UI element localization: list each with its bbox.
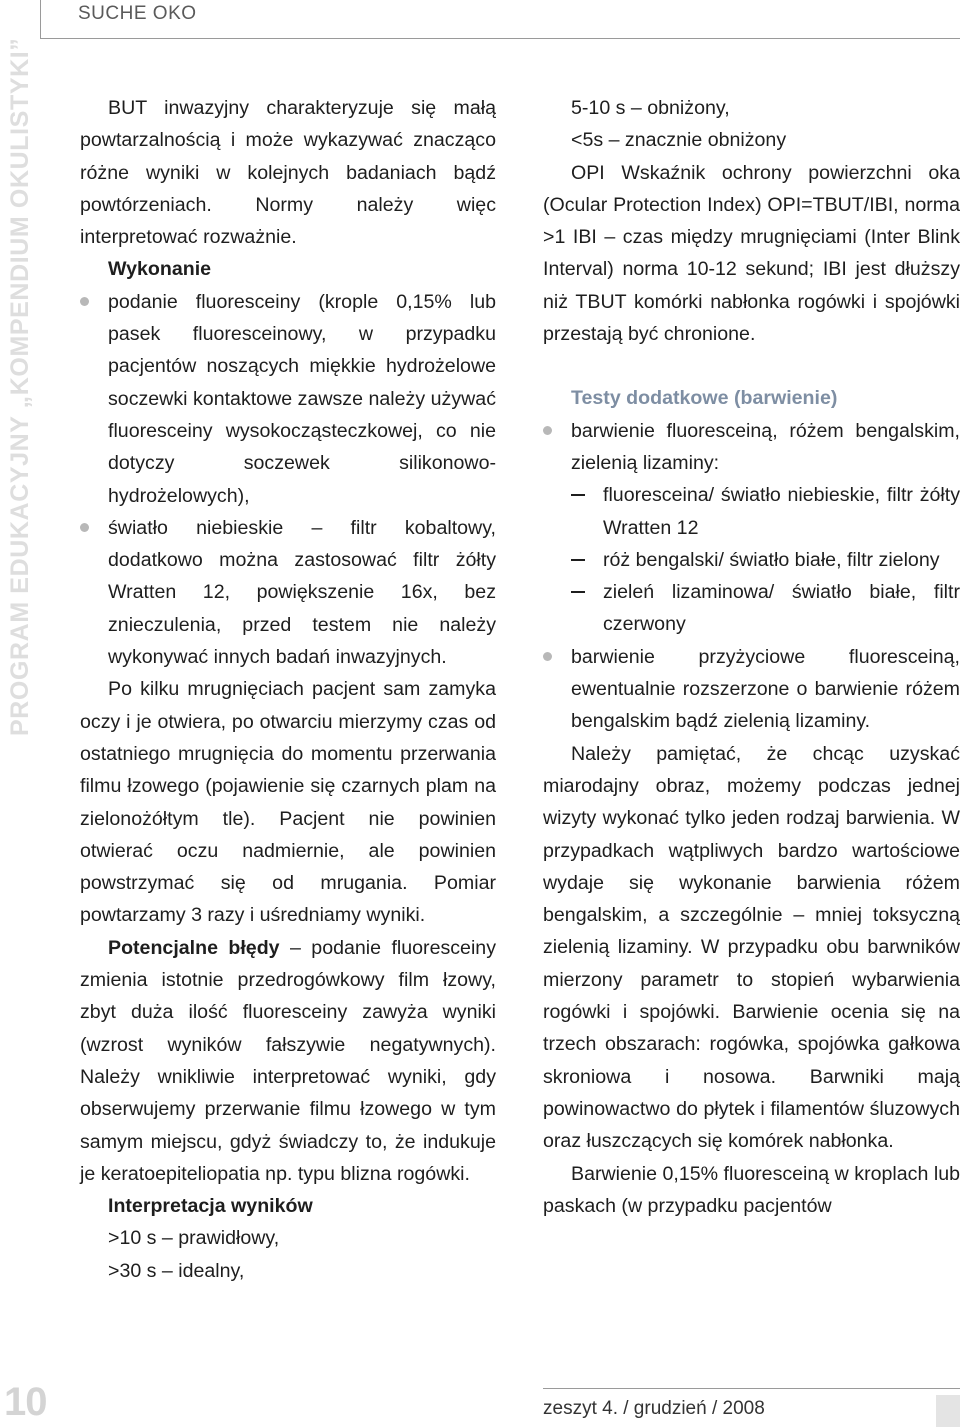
bullet-icon (543, 426, 552, 435)
bullet-icon (543, 652, 552, 661)
list-item-text: barwienie przyżyciowe fluoresceiną, ewentualnie rozszerzone o barwienie różem bengalskim bądź zielenią lizaminy. (571, 645, 960, 733)
footer-divider (543, 1388, 960, 1389)
list-item (80, 512, 496, 673)
header-divider (40, 38, 960, 39)
list-item (543, 641, 960, 738)
section-title: SUCHE OKO (78, 3, 197, 24)
paragraph: Należy pamiętać, że chcąc uzyskać miarodajny obraz, możemy podczas jednej wizyty wykonać tylko jeden rodzaj barwienia. W przypadkach wątpliwych bardzo wartościowe wydaje się wykonanie barwienia różem bengalskim, a szczególnie – mniej toksyczną zielenią lizaminy. W przypadku obu barwników mierzony parametr to stopień wybarwienia rogówki i spojówki. Barwienie ocenia się na trzech obszarach: rogówka, spojówka gałkowa skroniowa i nosowa. Barwniki mają powinowactwo do płytek i filamentów śluzowych oraz łuszczących się komórek nabłonka. (543, 742, 960, 1153)
sub-list-item-text: róż bengalski/ światło białe, filtr zielony (603, 548, 940, 571)
list-item (80, 286, 496, 512)
left-column (80, 92, 496, 1287)
interpretation-line: <5s – znacznie obniżony (571, 129, 787, 152)
heading-wykonanie: Wykonanie (108, 258, 212, 281)
bullet-icon (80, 297, 89, 306)
heading-interpretacja: Interpretacja wyników (108, 1195, 313, 1218)
list-item-text: barwienie fluoresceiną, różem bengalskim, zielenią lizaminy: (571, 419, 960, 474)
footer-issue: zeszyt 4. / grudzień / 2008 (543, 1398, 765, 1419)
bullet-icon (80, 523, 89, 532)
heading-potencjalne-bledy: Potencjalne błędy (108, 936, 280, 959)
interpretation-line: >30 s – idealny, (108, 1259, 245, 1282)
sub-list-item (543, 544, 960, 576)
intro-paragraph: BUT inwazyjny charakteryzuje się małą powtarzalnością i może wykazywać znacząco różne wyniki w kolejnych badaniach bądź powtórzeniach. Normy należy więc interpretować rozważnie. (80, 97, 496, 249)
page-number: 10 (4, 1380, 47, 1424)
sub-list-item-text: zieleń lizaminowa/ światło białe, filtr czerwony (603, 581, 960, 636)
sub-list-item (543, 479, 960, 544)
paragraph: Barwienie 0,15% fluoresceiną w kroplach lub paskach (w przypadku pacjentów (543, 1162, 960, 1217)
footer-decoration (936, 1395, 960, 1427)
paragraph-bledy (80, 932, 496, 1190)
list-item-text: światło niebieskie – filtr kobaltowy, dodatkowo można zastosować filtr żółty Wratten 12, powiększenie 16x, bez znieczulenia, przed testem nie należy wykonywać innych badań inwazyjnych. (108, 516, 496, 669)
sidebar-program-label: PROGRAM EDUKACYJNY „KOMPENDIUM OKULISTYKI” (6, 37, 34, 736)
header-divider-vertical (40, 0, 41, 38)
opi-paragraph: OPI Wskaźnik ochrony powierzchni oka (Ocular Protection Index) OPI=TBUT/IBI, norma >1 IBI – czas między mrugnięciami (Inter Blink Interval) norma 10-12 sekund; IBI jest dłuższy niż TBUT komórki nabłonka rogówki i spojówki przestają być chronione. (543, 161, 960, 346)
sub-list-item (543, 576, 960, 641)
paragraph: Po kilku mrugnięciach pacjent sam zamyka oczy i je otwiera, po otwarciu mierzymy czas od ostatniego mrugnięcia do momentu przerwania filmu łzowego (pojawienie się czarnych plam na zielonożółtym tle). Pacjent nie powinien otwierać oczu nadmiernie, ale powinien powstrzymać się od mrugania. Pomiar powtarzamy 3 razy i uśredniamy wyniki. (80, 678, 496, 927)
interpretation-line: 5-10 s – obniżony, (571, 97, 730, 119)
list-item-text: podanie fluoresceiny (krople 0,15% lub pasek fluoresceinowy, w przypadku pacjentów noszących miękkie hydrożelowe soczewki kontaktowe zawsze należy używać fluoresceiny wysokocząsteczkowej, co nie dotyczy soczewek silikonowo-hydrożelowych), (108, 290, 496, 507)
dash-icon (571, 591, 585, 593)
list-item (543, 415, 960, 480)
bledy-text: – podanie fluoresceiny zmienia istotnie przedrogówkowy film łzowy, zbyt duża ilość fluoresceiny zawyża wyniki (wzrost wyników fałszywie negatywnych). Należy wnikliwie interpretować wyniki, gdy obserwujemy przerwanie filmu łzowego w tym samym miejscu, gdyż świadczy to, że indukuje je keratoepiteliopatia np. typu blizna rogówki. (80, 936, 496, 1185)
interpretation-line: >10 s – prawidłowy, (108, 1227, 280, 1250)
dash-icon (571, 494, 585, 496)
sub-list-item-text: fluoresceina/ światło niebieskie, filtr żółty Wratten 12 (603, 484, 960, 539)
dash-icon (571, 559, 585, 561)
heading-testy-dodatkowe: Testy dodatkowe (barwienie) (571, 387, 838, 410)
right-column (543, 92, 960, 1222)
